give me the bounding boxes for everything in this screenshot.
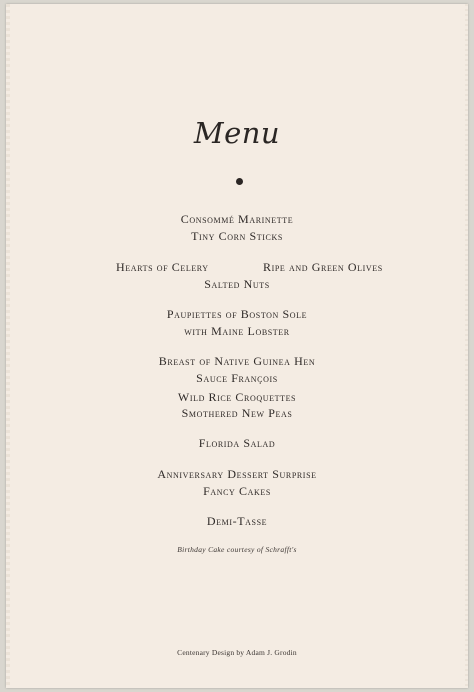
- menu-item-guinea-hen: Breast of Native Guinea Hen: [158, 354, 316, 368]
- deckle-edge-left: [6, 4, 10, 688]
- menu-item-olives: Ripe and Green Olives: [263, 260, 383, 274]
- design-credit: Centenary Design by Adam J. Grodin: [177, 648, 297, 657]
- menu-item-sole-lobster: with Maine Lobster: [184, 324, 290, 338]
- menu-item-croquettes: Wild Rice Croquettes: [177, 390, 297, 404]
- menu-title: Menu: [193, 116, 281, 150]
- menu-item-sole: Paupiettes of Boston Sole: [166, 307, 308, 321]
- birthday-note: Birthday Cake courtesy of Schrafft's: [177, 545, 297, 554]
- menu-item-cakes: Fancy Cakes: [203, 484, 271, 498]
- menu-item-demitasse: Demi-Tasse: [206, 514, 268, 528]
- menu-item-nuts: Salted Nuts: [204, 277, 270, 291]
- menu-item-salad: Florida Salad: [198, 436, 276, 450]
- menu-card: [6, 4, 468, 688]
- menu-item-consomme: Consommé Marinette: [180, 212, 294, 226]
- menu-item-peas: Smothered New Peas: [181, 406, 293, 420]
- deckle-edge-right: [465, 4, 468, 688]
- menu-item-dessert: Anniversary Dessert Surprise: [157, 467, 317, 481]
- bullet-ornament: [236, 178, 243, 185]
- menu-item-sauce: Sauce François: [196, 371, 278, 385]
- menu-item-celery: Hearts of Celery: [116, 260, 209, 274]
- menu-item-corn-sticks: Tiny Corn Sticks: [191, 229, 283, 243]
